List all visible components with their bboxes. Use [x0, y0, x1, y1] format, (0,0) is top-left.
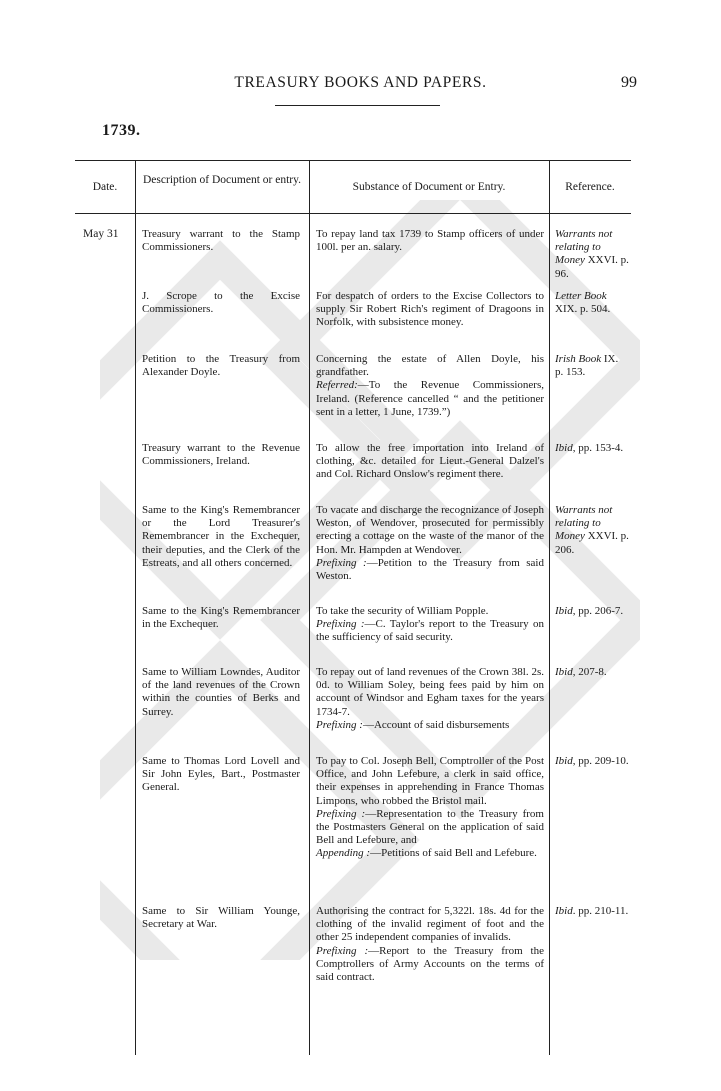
substance-cell [316, 755, 544, 861]
year-heading: 1739. [102, 122, 141, 139]
substance-text: To vacate and discharge the recognizance of Joseph Weston, of Wendover, prosecuted for permissibly erecting a cottage on the waste of the manor of the Hon. Mr. Hampden at Wendover. [316, 504, 544, 556]
reference-page: , pp. 153-4. [572, 442, 624, 454]
reference-book: Warrants not relating to Money [555, 228, 613, 267]
document-table [75, 160, 631, 1055]
reference-page: XXVI. p. 206. [555, 530, 629, 556]
description-cell: Same to Thomas Lord Lovell and Sir John Eyles, Bart., Postmaster General. [142, 755, 300, 794]
description-cell: Treasury warrant to the Revenue Commissioners, Ireland. [142, 442, 300, 468]
reference-cell [555, 755, 629, 768]
reference-book: Ibid [555, 666, 573, 678]
substance-cell: To allow the free importation into Ireland of clothing, &c. detailed for Lieut.-General Dalzel's and Col. Richard Onslow's regiment there. [316, 442, 544, 481]
description-cell: Same to Sir William Younge, Secretary at War. [142, 905, 300, 931]
reference-page: . pp. 210-11. [572, 905, 629, 917]
note-label: Prefixing : [316, 944, 369, 957]
column-header-description: Description of Document or entry. [143, 174, 301, 186]
substance-cell [316, 353, 544, 419]
note-text: —To the Revenue Commissioners, Ireland. (Reference cancelled “ and the petitioner sent in a letter, 1 June, 1739.”) [316, 379, 544, 418]
substance-cell [316, 504, 544, 583]
substance-cell [316, 666, 544, 732]
note-text: —Petition to the Treasury from said Weston. [316, 556, 544, 583]
column-header-date: Date. [92, 181, 118, 193]
column-header-reference: Reference. [565, 181, 615, 193]
reference-cell [555, 228, 629, 281]
note-label: Prefixing : [316, 807, 366, 820]
reference-cell [555, 442, 629, 455]
reference-page: , pp. 209-10. [572, 755, 629, 767]
description-cell: J. Scrope to the Excise Commissioners. [142, 290, 300, 316]
table-top-rule [75, 160, 631, 161]
substance-text: Concerning the estate of Allen Doyle, his grandfather. [316, 353, 544, 379]
description-cell: Same to the King's Remembrancer or the Lord Treasurer's Remembrancer in the Exchequer, their deputies, and the Clerk of the Estreats, and all others concerned. [142, 504, 300, 569]
substance-cell: To repay land tax 1739 to Stamp officers of under 100l. per an. salary. [316, 228, 544, 254]
reference-page: XXVI. p. 96. [555, 254, 629, 280]
description-cell: Petition to the Treasury from Alexander Doyle. [142, 353, 300, 379]
description-cell: Same to the King's Remembrancer in the Exchequer. [142, 605, 300, 631]
substance-note [316, 557, 544, 583]
note-text: —Petitions of said Bell and Lefebure. [370, 847, 537, 860]
column-header-substance: Substance of Document or Entry. [352, 181, 506, 193]
substance-note [316, 808, 544, 848]
note-text: —C. Taylor's report to the Treasury on the sufficiency of said security. [316, 618, 544, 644]
page-number: 99 [621, 74, 637, 91]
substance-note [316, 719, 544, 732]
reference-book: Irish Book [555, 353, 602, 365]
reference-page: XIX. p. 504. [555, 303, 611, 316]
reference-cell [555, 504, 629, 557]
substance-note [316, 945, 544, 985]
reference-page: IX. p. 153. [555, 353, 619, 379]
reference-book: Warrants not relating to Money [555, 504, 613, 543]
reference-book: Ibid [555, 905, 573, 917]
substance-note [316, 379, 544, 419]
note-text: —Representation to the Treasury from the Postmasters General on the application of said Bell and Lefebure, and [316, 807, 544, 847]
substance-text: To take the security of William Popple. [316, 605, 489, 617]
substance-note [316, 847, 544, 860]
note-label: Referred: [316, 379, 358, 392]
reference-page: , 207-8. [572, 666, 607, 678]
reference-book: Letter Book [555, 290, 607, 302]
reference-cell [555, 666, 629, 679]
reference-cell [555, 905, 629, 918]
reference-cell [555, 353, 629, 379]
note-label: Prefixing : [316, 618, 365, 631]
substance-text: To pay to Col. Joseph Bell, Comptroller of the Post Office, and John Lefebure, a clerk in said office, their expenses in apprehending in France Thomas Limpons, who robbed the Bristol mail. [316, 755, 544, 807]
substance-cell: For despatch of orders to the Excise Collectors to supply Sir Robert Rich's regiment of Dragoons in Norfolk, with subsistence money. [316, 290, 544, 329]
page-header [0, 74, 721, 94]
description-cell: Treasury warrant to the Stamp Commissioners. [142, 228, 300, 254]
substance-text: To repay out of land revenues of the Crown 38l. 2s. 0d. to William Soley, being fees paid by him on account of Windsor and Egham taxes for the years 1734-7. [316, 666, 544, 718]
substance-cell [316, 605, 544, 645]
substance-text: Authorising the contract for 5,322l. 18s. 4d for the clothing of the invalid regiment of foot and the other 25 independent companies of invalids. [316, 905, 544, 944]
note-text: —Account of said disbursements [362, 718, 510, 731]
column-divider [135, 160, 136, 1055]
description-cell: Same to William Lowndes, Auditor of the land revenues of the Crown within the counties of Berks and Surrey. [142, 666, 300, 718]
reference-cell [555, 605, 629, 618]
note-text: —Report to the Treasury from the Comptrollers of Army Accounts on the terms of said contract. [316, 944, 544, 984]
substance-note [316, 618, 544, 644]
header-rule [275, 105, 440, 106]
table-header-rule [75, 213, 631, 214]
column-divider [549, 160, 550, 1055]
column-divider [309, 160, 310, 1055]
reference-page: , pp. 206-7. [572, 605, 624, 617]
note-label: Appending : [316, 847, 371, 860]
reference-book: Ibid [555, 605, 573, 617]
entry-date: May 31 [83, 228, 119, 240]
running-title: TREASURY BOOKS AND PAPERS. [234, 74, 487, 91]
note-label: Prefixing : [316, 556, 367, 569]
substance-cell [316, 905, 544, 984]
reference-book: Ibid [555, 442, 573, 454]
reference-cell [555, 290, 629, 316]
note-label: Prefixing : [316, 718, 363, 731]
reference-book: Ibid [555, 755, 573, 767]
